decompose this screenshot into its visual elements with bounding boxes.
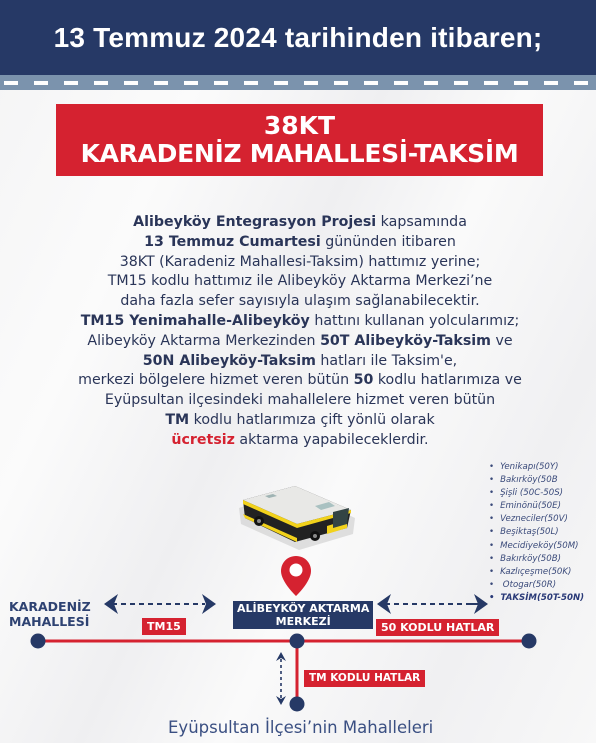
text-segment: Eyüpsultan ilçesindeki mahallelere hizmet veren bütün xyxy=(104,392,496,409)
text-segment: 13 Temmuz Cumartesi xyxy=(144,233,321,250)
text-segment: kodlu hatlarımıza çift yönlü olarak xyxy=(189,411,435,428)
destination-item: • Şişli (50C-50S) xyxy=(489,487,584,500)
center-label-line1: ALİBEYKÖY AKTARMA xyxy=(237,602,370,615)
tag-50-kodlu-hatlar: 50 KODLU HATLAR xyxy=(376,619,499,636)
text-segment: 50T Alibeyköy-Taksim xyxy=(320,332,491,349)
text-segment: TM xyxy=(165,411,190,428)
text-segment: Alibeyköy Entegrasyon Projesi xyxy=(133,214,377,230)
text-segment: TM15 kodlu hattımız ile Alibeyköy Aktarma Merkezi’ne xyxy=(107,273,493,290)
text-segment: 38KT (Karadeniz Mahallesi-Taksim) hattımız yerine; xyxy=(119,253,481,270)
stop-label-line1: KARADENİZ xyxy=(9,599,91,614)
route-name: KARADENİZ MAHALLESİ-TAKSİM xyxy=(80,139,519,168)
text-segment: hattını kullanan yolcularımız; xyxy=(309,312,520,329)
destination-item: • Bakırköy(50B) xyxy=(489,553,584,566)
destination-item: • Kazlıçeşme(50K) xyxy=(489,566,584,579)
highlight-free: ücretsiz xyxy=(171,431,235,448)
stop-karadeniz-mahallesi xyxy=(9,599,91,629)
stop-alibeykoy-aktarma-merkezi xyxy=(233,601,373,629)
text-segment: 50 xyxy=(353,372,374,389)
destination-item: • Vezneciler(50V) xyxy=(489,513,584,526)
text-segment: ve xyxy=(490,332,513,349)
tag-tm15: TM15 xyxy=(142,618,186,635)
text-segment: aktarma yapabileceklerdir. xyxy=(234,431,429,448)
destination-item: • Mecidiyeköy(50M) xyxy=(489,540,584,553)
bottom-destination-label: Eyüpsultan İlçesi’nin Mahalleleri xyxy=(168,718,434,737)
text-segment: 50N Alibeyköy-Taksim xyxy=(142,352,316,369)
text-segment: kapsamında xyxy=(376,214,467,230)
text-segment: hatları ile Taksim'e, xyxy=(315,352,458,369)
text-segment: merkezi bölgelere hizmet veren bütün xyxy=(78,372,354,389)
destination-item: • Beşiktaş(50L) xyxy=(489,526,584,539)
tag-tm-kodlu-hatlar: TM KODLU HATLAR xyxy=(304,670,425,687)
text-segment: gününden itibaren xyxy=(320,233,456,250)
destination-item: • Bakırköy(50B xyxy=(489,474,584,487)
destination-item: • TAKSİM(50T-50N) xyxy=(489,592,584,605)
stop-label-line2: MAHALLESİ xyxy=(9,614,90,629)
center-label-line2: MERKEZİ xyxy=(275,615,331,628)
text-segment: Alibeyköy Aktarma Merkezinden xyxy=(87,332,321,349)
text-segment: daha fazla sefer sayısıyla ulaşım sağlanabilecektir. xyxy=(120,293,480,310)
route-code: 38KT xyxy=(263,111,336,140)
destination-item: • Eminönü(50E) xyxy=(489,500,584,513)
destination-item: • Yenikapı(50Y) xyxy=(489,461,584,474)
destination-item: • Otogar(50R) xyxy=(489,579,584,592)
text-segment: kodlu hatlarımıza ve xyxy=(373,372,522,389)
text-segment: TM15 Yenimahalle-Alibeyköy xyxy=(80,312,310,329)
header-title: 13 Temmuz 2024 tarihinden itibaren; xyxy=(53,21,543,53)
